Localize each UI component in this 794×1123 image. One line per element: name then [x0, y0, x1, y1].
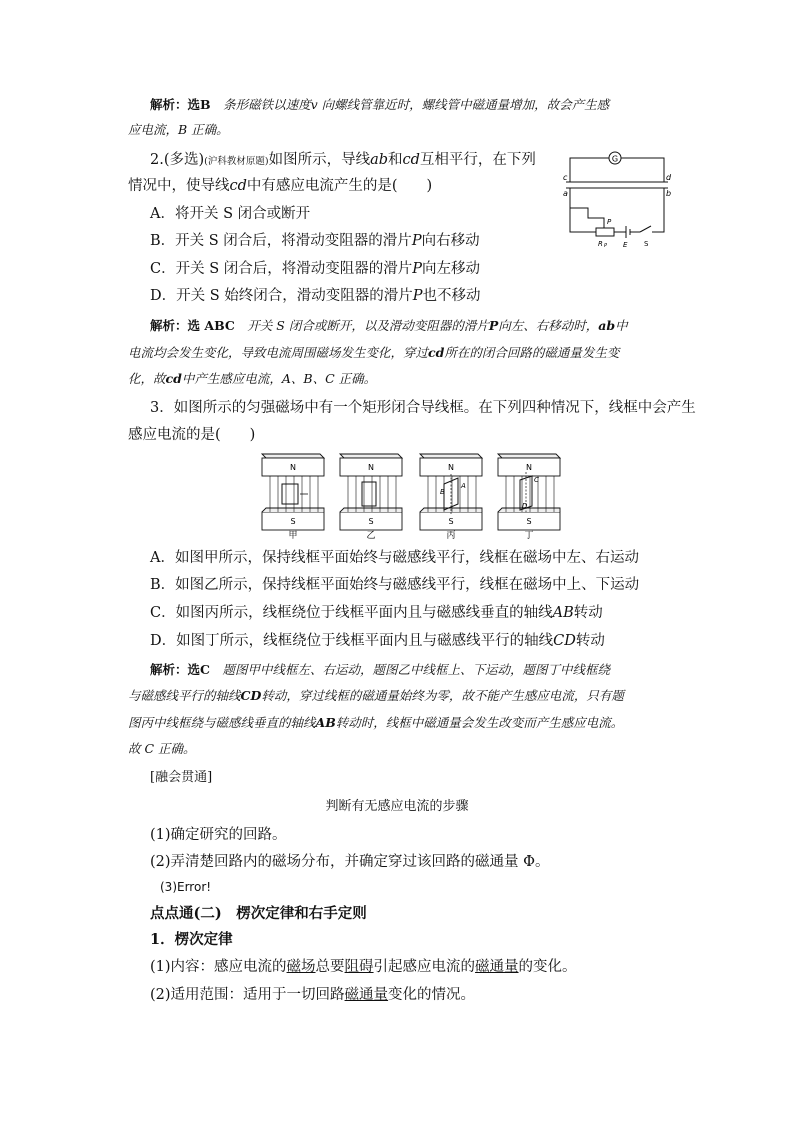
caption-jia: 甲	[288, 531, 298, 541]
analysis-1-line-1: 解析：选B 条形磁铁以速度v 向螺线管靠近时，螺线管中磁通量增加，故会产生感	[150, 97, 610, 112]
question-3-option-d: D．如图丁所示，线框绕位于线框平面内且与磁感线平行的轴线CD转动	[150, 633, 605, 649]
analysis-label: 解析：	[150, 97, 188, 112]
svg-text:P: P	[607, 218, 612, 226]
source-tag: (沪科教材原题)	[204, 156, 269, 167]
section-title: 点点通(二) 楞次定律和右手定则	[150, 905, 367, 922]
galvanometer-label: G	[611, 154, 619, 164]
question-3-stem-2: 感应电流的是( )	[128, 427, 256, 443]
magnet-figures	[258, 450, 578, 542]
analysis-2-line-3: 化，故cd中产生感应电流，A、B、C 正确。	[128, 371, 377, 386]
svg-text:S: S	[644, 240, 649, 248]
summary-step-2: (2)弄清楚回路内的磁场分布，并确定穿过该回路的磁通量 Φ。	[150, 854, 550, 870]
svg-text:C: C	[534, 476, 539, 484]
question-3-option-c: C．如图丙所示，线框绕位于线框平面内且与磁感线垂直的轴线AB转动	[150, 605, 603, 621]
svg-text:b: b	[666, 189, 672, 198]
summary-step-1: (1)确定研究的回路。	[150, 827, 287, 843]
analysis-1-line-2: 应电流，B 正确。	[128, 122, 229, 137]
caption-bing: 丙	[446, 531, 456, 541]
svg-text:S: S	[368, 517, 374, 526]
question-2-option-a: A．将开关 S 闭合或断开	[150, 206, 311, 222]
analysis-3-line-3: 图丙中线框绕与磁感线垂直的轴线AB转动时，线框中磁通量会发生改变而产生感应电流。	[128, 715, 624, 730]
question-2-stem: 2.(多选)(沪科教材原题)如图所示，导线ab和cd互相平行，在下列	[150, 152, 536, 168]
question-2-option-b: B．开关 S 闭合后，将滑动变阻器的滑片P向右移动	[150, 233, 480, 249]
svg-text:S: S	[448, 517, 454, 526]
svg-text:A: A	[461, 482, 466, 490]
analysis-3-line-1: 解析：选C 题图甲中线框左、右运动，题图乙中线框上、下运动，题图丁中线框绕	[150, 662, 610, 677]
caption-ding: 丁	[524, 531, 534, 541]
analysis-2-line-1: 解析：选 ABC 开关 S 闭合或断开，以及滑动变阻器的滑片P向左、右移动时，ab中	[150, 318, 628, 333]
svg-text:S: S	[290, 517, 296, 526]
summary-title: 判断有无感应电流的步骤	[325, 799, 469, 814]
svg-text:S: S	[526, 517, 532, 526]
question-2-option-c: C．开关 S 闭合后，将滑动变阻器的滑片P向左移动	[150, 261, 481, 277]
svg-text:R: R	[598, 240, 603, 248]
question-3-option-b: B．如图乙所示，保持线框平面始终与磁感线平行，线框在磁场中上、下运动	[150, 577, 640, 593]
analysis-answer: 选B	[187, 97, 211, 112]
analysis-3-line-4: 故 C 正确。	[128, 741, 196, 756]
section-subtitle: 1．楞次定律	[150, 931, 233, 948]
svg-text:N: N	[526, 463, 532, 472]
question-3-stem: 3．如图所示的匀强磁场中有一个矩形闭合导线框。在下列四种情况下，线框中会产生	[150, 400, 696, 416]
analysis-3-line-2: 与磁感线平行的轴线CD转动，穿过线框的磁通量始终为零，故不能产生感应电流，只有题	[128, 688, 624, 703]
summary-tag: [融会贯通]	[150, 770, 213, 785]
circuit-diagram	[560, 148, 680, 248]
svg-text:c: c	[563, 173, 568, 182]
svg-text:d: d	[666, 173, 672, 182]
section-content-1: (1)内容：感应电流的磁场总要阻碍引起感应电流的磁通量的变化。	[150, 959, 577, 975]
svg-text:N: N	[448, 463, 454, 472]
svg-text:E: E	[623, 241, 628, 248]
question-2-option-d: D．开关 S 始终闭合，滑动变阻器的滑片P也不移动	[150, 288, 481, 304]
summary-step-3: (3)Error!	[160, 880, 212, 894]
question-2-stem-2: 情况中，使导线cd中有感应电流产生的是( )	[128, 178, 433, 194]
section-content-2: (2)适用范围：适用于一切回路磁通量变化的情况。	[150, 987, 476, 1003]
svg-text:P: P	[604, 243, 608, 248]
analysis-2-line-2: 电流均会发生变化，导致电流周围磁场发生变化，穿过cd所在的闭合回路的磁通量发生变	[128, 345, 620, 360]
svg-text:B: B	[440, 488, 445, 496]
svg-text:D: D	[522, 502, 528, 510]
caption-yi: 乙	[366, 531, 376, 541]
svg-text:N: N	[368, 463, 374, 472]
svg-text:N: N	[290, 463, 296, 472]
svg-text:a: a	[563, 189, 568, 198]
question-3-option-a: A．如图甲所示，保持线框平面始终与磁感线平行，线框在磁场中左、右运动	[150, 550, 639, 566]
